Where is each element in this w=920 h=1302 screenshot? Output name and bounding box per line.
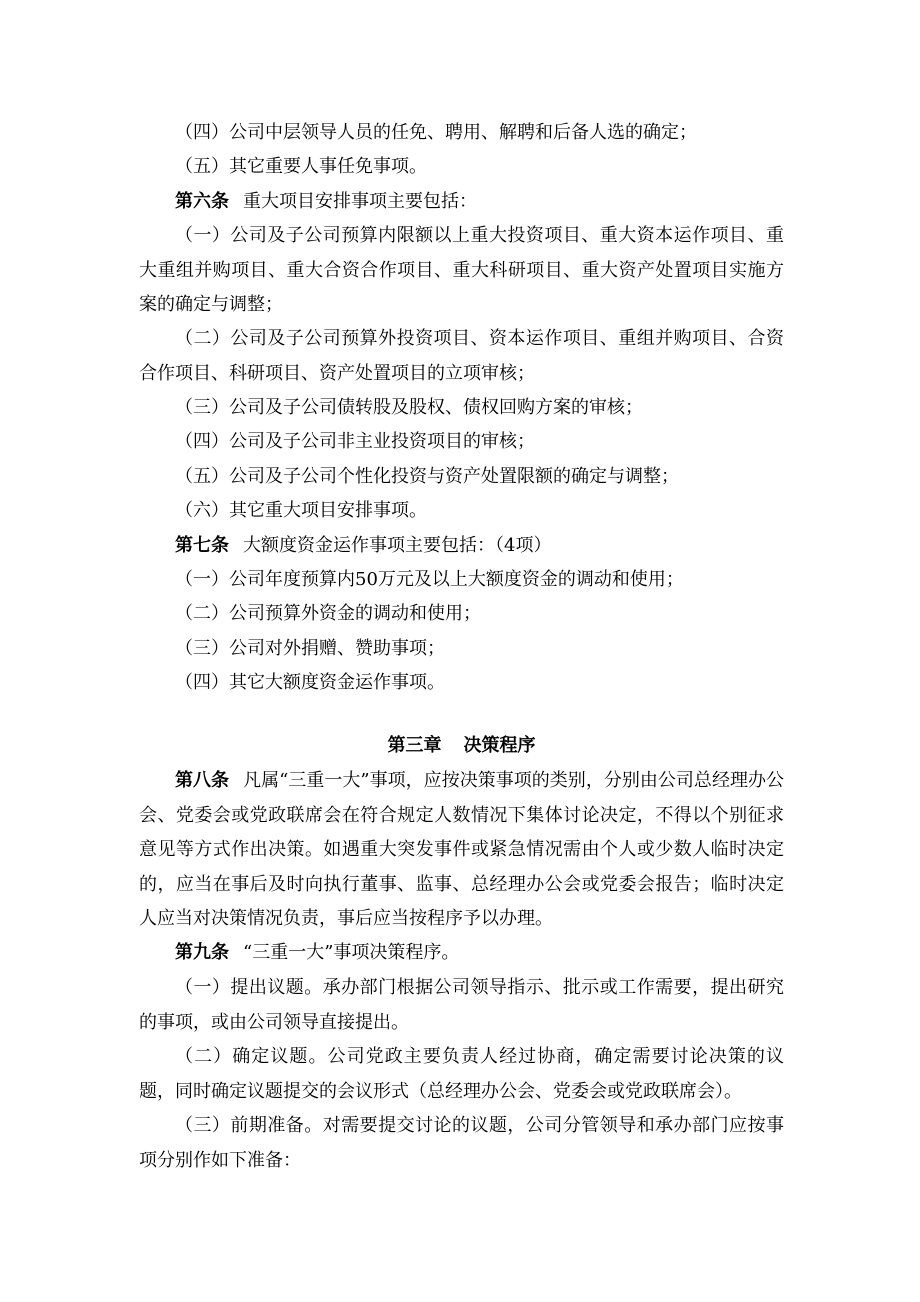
paragraph-item <box>139 1040 784 1109</box>
paragraph-text: （四）公司中层领导人员的任免、聘用、解聘和后备人选的确定； <box>175 122 697 143</box>
paragraph-item <box>139 425 784 460</box>
paragraph-item <box>139 322 784 391</box>
paragraph-item <box>139 150 784 185</box>
chapter-heading <box>139 729 784 764</box>
paragraph-text: （二）确定议题。公司党政主要负责人经过协商，确定需要讨论决策的议题，同时确定议题提交的会议形式（总经理办公会、党委会或党政联席会）。 <box>139 1046 784 1102</box>
article-paragraph <box>139 185 784 220</box>
paragraph-text: 凡属“三重一大”事项，应按决策事项的类别，分别由公司总经理办公会、党委会或党政联席会在符合规定人数情况下集体讨论决定，不得以个别征求意见等方式作出决策。如遇重大突发事件或紧急情况需由个人或少数人临时决定的，应当在事后及时向执行董事、监事、总经理办公会或党委会报告；临时决定人应当对决策情况负责，事后应当按程序予以办理。 <box>139 770 785 929</box>
paragraph-text: （一）公司年度预算内50万元及以上大额度资金的调动和使用； <box>175 569 684 590</box>
paragraph-text: （五）其它重要人事任免事项。 <box>175 156 427 177</box>
paragraph-item <box>139 632 784 667</box>
paragraph-text: （三）公司及子公司债转股及股权、债权回购方案的审核； <box>175 397 643 418</box>
paragraph-item <box>139 494 784 529</box>
paragraph-text: （四）其它大额度资金运作事项。 <box>175 672 445 693</box>
paragraph-text: 大额度资金运作事项主要包括：（4项） <box>243 535 552 556</box>
paragraph-item <box>139 219 784 323</box>
paragraph-text: （三）公司对外捐赠、赞助事项； <box>175 638 445 659</box>
paragraph-text: （二）公司预算外资金的调动和使用； <box>175 603 481 624</box>
paragraph-text: “三重一大”事项决策程序。 <box>243 942 460 963</box>
article-number: 第八条 <box>175 770 230 791</box>
paragraph-text: 重大项目安排事项主要包括： <box>243 191 477 212</box>
article-paragraph <box>139 764 784 937</box>
article-number: 第六条 <box>175 191 229 212</box>
article-paragraph <box>139 936 784 971</box>
paragraph-text: （二）公司及子公司预算外投资项目、资本运作项目、重组并购项目、合资合作项目、科研项目、资产处置项目的立项审核； <box>139 328 784 384</box>
article-paragraph <box>139 529 784 564</box>
paragraph-item <box>139 597 784 632</box>
paragraph-item <box>139 971 784 1040</box>
paragraph-text: （五）公司及子公司个性化投资与资产处置限额的确定与调整； <box>175 466 679 487</box>
paragraph-item <box>139 116 784 151</box>
paragraph-text: （三）前期准备。对需要提交讨论的议题，公司分管领导和承办部门应按事项分别作如下准备： <box>139 1115 784 1171</box>
article-number: 第九条 <box>175 942 229 963</box>
paragraph-item <box>139 1109 784 1178</box>
article-number: 第七条 <box>175 535 229 556</box>
chapter-number: 第三章 <box>387 735 442 756</box>
paragraph-text: （四）公司及子公司非主业投资项目的审核； <box>175 431 535 452</box>
paragraph-text: （一）提出议题。承办部门根据公司领导指示、批示或工作需要，提出研究的事项，或由公司领导直接提出。 <box>139 977 784 1033</box>
chapter-title: 决策程序 <box>463 735 536 756</box>
paragraph-item <box>139 391 784 426</box>
paragraph-text: （一）公司及子公司预算内限额以上重大投资项目、重大资本运作项目、重大重组并购项目、重大合资合作项目、重大科研项目、重大资产处置项目实施方案的确定与调整； <box>139 225 784 315</box>
paragraph-text: （六）其它重大项目安排事项。 <box>175 500 427 521</box>
paragraph-item <box>139 460 784 495</box>
paragraph-item <box>139 563 784 598</box>
paragraph-item <box>139 666 784 701</box>
